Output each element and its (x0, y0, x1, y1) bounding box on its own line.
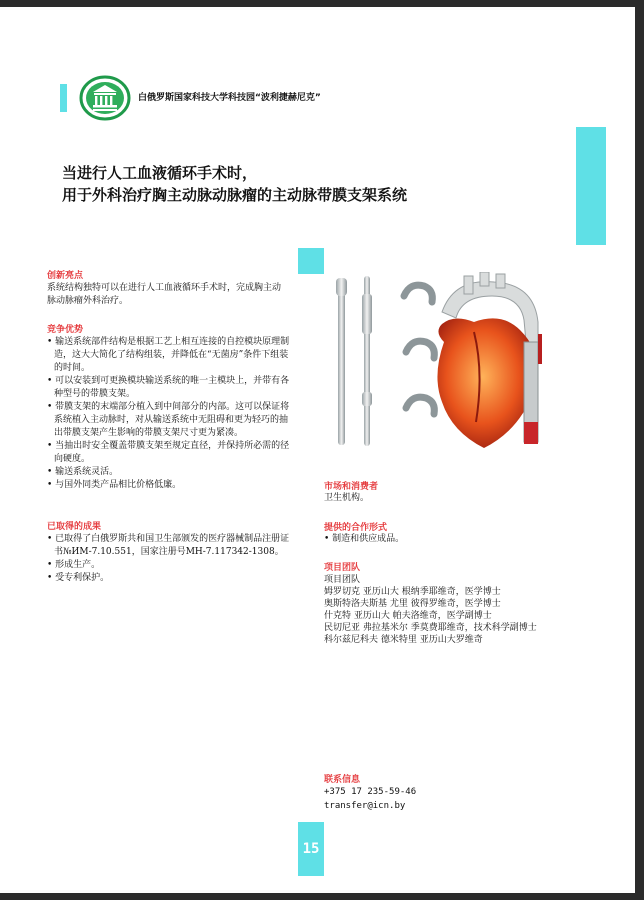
page-number: 15 (302, 841, 320, 857)
advantages-list (47, 336, 295, 492)
cooperation-list (324, 533, 584, 546)
organization-name: 白俄罗斯国家科技大学科技园“波利捷赫尼克” (138, 93, 321, 103)
achieved-list (47, 533, 295, 585)
title-line-2: 用于外科治疗胸主动脉动脉瘤的主动脉带膜支架系统 (62, 186, 408, 204)
cooperation-heading: 提供的合作形式 (324, 523, 388, 533)
team-list: 项目团队 姆罗切克 亚历山大 根纳季耶维奇，医学博士 奥斯特洛夫斯基 尤里 彼得罗维奇，医学博士 什克特 亚历山大 帕夫洛维奇，医学副博士 民切尼亚 弗拉基米尔 季莫费耶维奇，技术科学副博士 科尔兹尼科夫 德米特里 亚历山大罗维奇 (324, 575, 537, 645)
accent-square (298, 248, 324, 274)
contact-phone: +375 17 235-59-46 (324, 787, 417, 797)
page-number-box (298, 822, 324, 876)
contact-email[interactable]: transfer@icn.by (324, 801, 406, 811)
list-item: • 可以安装到可更换模块输送系统的唯一主模块上，并带有各种型号的带膜支架。 (47, 376, 290, 399)
accent-bar-title (576, 127, 606, 245)
list-item: • 输送系统灵活。 (47, 467, 119, 477)
list-item: • 制造和供应成品。 (324, 534, 405, 544)
list-item: • 当抽出时安全覆盖带膜支架至规定直径，并保持所必需的径向硬度。 (47, 441, 290, 464)
page-frame-bottom (0, 893, 644, 900)
list-item: • 输送系统部件结构是根据工艺上相互连接的自控模块原理制造，这大大简化了结构组装，并降低在“无菌房”条件下组装的时间。 (47, 337, 290, 373)
innovation-heading: 创新亮点 (47, 271, 84, 281)
contacts-heading: 联系信息 (324, 775, 361, 785)
list-item: • 带膜支架的末端部分植入到中间部分的内部。这可以保证将系统植入主动脉时，对从输送系统中无阻碍和更为轻巧的抽出带膜支架产生影响的带膜支架尺寸更为紧凑。 (47, 402, 290, 438)
stent-graft-illustration (324, 272, 578, 460)
delivery-system-icon (336, 276, 372, 446)
users-heading: 市场和消费者 (324, 482, 379, 492)
list-item: • 形成生产。 (47, 560, 101, 570)
advantages-heading: 竞争优势 (47, 325, 84, 335)
team-heading: 项目团队 (324, 563, 361, 573)
heart-icon (437, 272, 542, 448)
page-title (62, 162, 562, 206)
list-item: • 已取得了白俄罗斯共和国卫生部颁发的医疗器械制品注册证书№ИМ-7.10.551，国家注册号МН-7.117342-1308。 (47, 534, 290, 557)
stent-graft-icon (404, 285, 434, 414)
university-logo-icon (79, 75, 131, 121)
achieved-heading: 已取得的成果 (47, 522, 102, 532)
list-item: • 受专利保护。 (47, 573, 110, 583)
page-frame-right (635, 0, 644, 900)
list-item: • 与国外同类产品相比价格低廉。 (47, 480, 182, 490)
accent-bar-header (60, 84, 67, 112)
title-line-1: 当进行人工血液循环手术时， (62, 164, 258, 182)
page-frame-top (0, 0, 644, 7)
users-text: 卫生机构。 (324, 493, 370, 503)
innovation-text: 系统结构独特可以在进行人工血液循环手术时，完成胸主动脉动脉瘤外科治疗。 (47, 283, 282, 306)
